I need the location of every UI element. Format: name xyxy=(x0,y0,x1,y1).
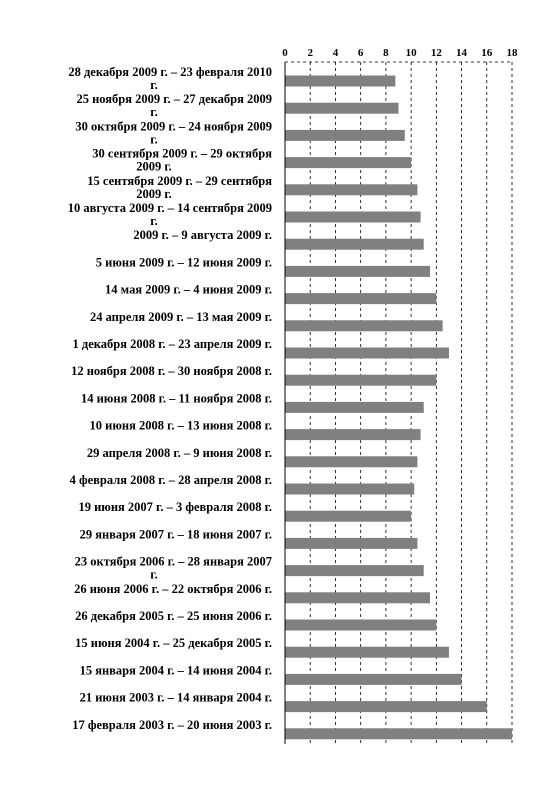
category-label: 24 апреля 2009 г. – 13 мая 2009 г. xyxy=(89,309,272,324)
bar xyxy=(285,701,487,712)
bar xyxy=(285,484,414,495)
bar xyxy=(285,239,424,250)
bar xyxy=(285,402,424,413)
x-tick-label: 10 xyxy=(405,47,417,59)
category-label: 14 июня 2008 г. – 11 ноября 2008 г. xyxy=(80,391,272,406)
bar xyxy=(285,565,424,576)
category-label: 4 февраля 2008 г. – 28 апреля 2008 г. xyxy=(69,473,272,487)
x-tick-label: 0 xyxy=(282,47,288,59)
category-label: 15 сентября 2009 г. – 29 сентября 2009 г. xyxy=(87,173,272,201)
category-label: 26 июня 2006 г. – 22 октября 2006 г. xyxy=(74,581,272,596)
bar xyxy=(285,76,395,87)
category-labels xyxy=(68,65,273,732)
category-label: 10 августа 2009 г. – 14 сентября 2009 г. xyxy=(67,201,272,228)
bar xyxy=(285,266,430,277)
category-label: 2009 г. – 9 августа 2009 г. xyxy=(133,228,272,243)
bar xyxy=(285,375,436,386)
category-label: 5 июня 2009 г. – 12 июня 2009 г. xyxy=(95,255,272,270)
bar xyxy=(285,728,512,739)
x-tick-label: 12 xyxy=(430,47,442,59)
category-label: 30 сентября 2009 г. – 29 октября 2009 г. xyxy=(92,146,272,174)
bar xyxy=(285,184,417,195)
x-axis-ticks xyxy=(282,47,518,59)
bar xyxy=(285,348,449,359)
x-tick-label: 4 xyxy=(332,47,339,59)
category-label: 17 февраля 2003 г. – 20 июня 2003 г. xyxy=(72,717,272,732)
bar xyxy=(285,320,443,331)
bar xyxy=(285,130,405,141)
x-tick-label: 8 xyxy=(383,47,389,59)
x-tick-label: 18 xyxy=(506,47,518,59)
bar xyxy=(285,538,417,549)
bar xyxy=(285,103,399,114)
x-tick-label: 6 xyxy=(357,47,364,59)
bar xyxy=(285,592,430,603)
category-label: 10 июня 2008 г. – 13 июня 2008 г. xyxy=(89,418,272,433)
category-label: 28 декабря 2009 г. – 23 февраля 2010 г. xyxy=(68,65,272,92)
category-label: 30 октября 2009 г. – 24 ноября 2009 г. xyxy=(75,119,272,147)
category-label: 14 мая 2009 г. – 4 июня 2009 г. xyxy=(105,282,272,297)
category-label: 29 января 2007 г. – 18 июня 2007 г. xyxy=(79,527,272,542)
bar xyxy=(285,429,421,440)
x-tick-label: 2 xyxy=(307,47,313,59)
bar xyxy=(285,511,411,522)
category-label: 12 ноября 2008 г. – 30 ноября 2008 г. xyxy=(71,364,272,379)
category-label: 15 июня 2004 г. – 25 декабря 2005 г. xyxy=(75,636,272,651)
category-label: 19 июня 2007 г. – 3 февраля 2008 г. xyxy=(78,500,272,515)
bar xyxy=(285,674,462,685)
category-label: 21 июня 2003 г. – 14 января 2004 г. xyxy=(79,690,272,705)
category-label: 23 октября 2006 г. – 28 января 2007 г. xyxy=(74,554,272,582)
x-tick-label: 16 xyxy=(481,47,493,59)
x-tick-label: 14 xyxy=(456,47,468,59)
category-label: 1 декабря 2008 г. – 23 апреля 2009 г. xyxy=(72,337,272,351)
bar xyxy=(285,456,417,467)
bar xyxy=(285,647,449,658)
category-label: 25 ноября 2009 г. – 27 декабря 2009 г. xyxy=(76,92,272,120)
category-label: 26 декабря 2005 г. – 25 июня 2006 г. xyxy=(75,609,272,623)
bar xyxy=(285,293,436,304)
bar xyxy=(285,157,411,168)
bars xyxy=(285,76,512,740)
category-label: 15 января 2004 г. – 14 июня 2004 г. xyxy=(79,663,272,678)
bar xyxy=(285,212,421,223)
bar xyxy=(285,620,436,631)
category-label: 29 апреля 2008 г. – 9 июня 2008 г. xyxy=(86,445,272,460)
